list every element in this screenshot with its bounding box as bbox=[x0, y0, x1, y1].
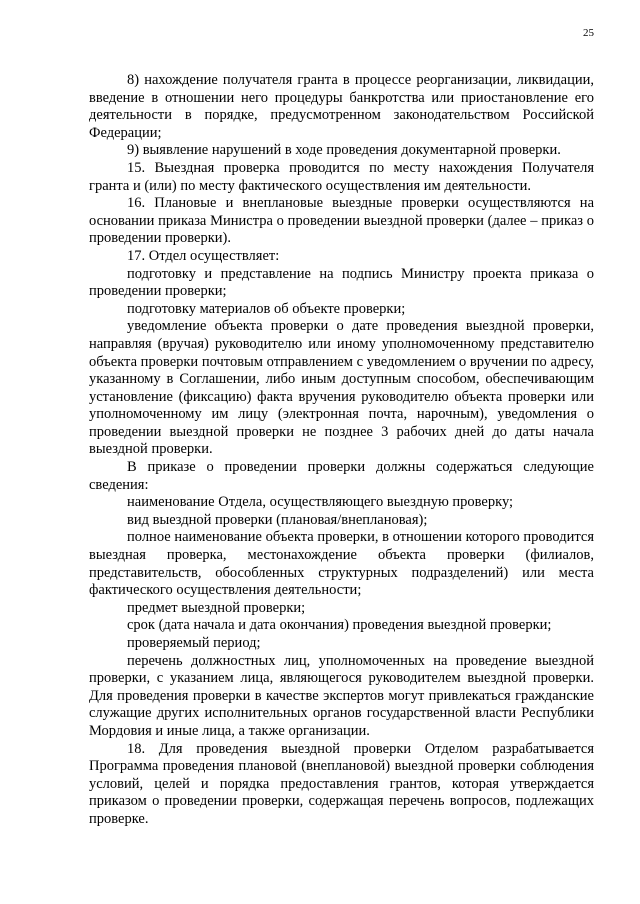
paragraph: подготовку и представление на подпись Министру проекта приказа о проведении проверки; bbox=[89, 265, 594, 300]
paragraph: 9) выявление нарушений в ходе проведения документарной проверки. bbox=[127, 142, 561, 159]
paragraph: уведомление объекта проверки о дате проведения выездной проверки, направляя (вручая) руководителю или иному уполномоченному представителю объекта проверки почтовым отправлением с уведомлением о вручении по адресу, указанному в Соглашении, либо иным доступным способом, обеспечивающим установление (фиксацию) факта вручения руководителю объекта проверки или уполномоченному им лицу (электронная почта, нарочным), уведомления о проведении выездной проверки не позднее 3 рабочих дней до даты начала выездной проверки. bbox=[89, 318, 594, 458]
paragraph: наименование Отдела, осуществляющего выездную проверку; bbox=[127, 494, 514, 511]
paragraph: срок (дата начала и дата окончания) проведения выездной проверки; bbox=[127, 617, 552, 634]
document-body bbox=[89, 72, 594, 829]
paragraph: 16. Плановые и внеплановые выездные проверки осуществляются на основании приказа Министра о проведении выездной проверки (далее – приказ о проведении проверки). bbox=[89, 195, 594, 247]
paragraph: полное наименование объекта проверки, в отношении которого проводится выездная проверка, местонахождение объекта проверки (филиалов, представительств, обособленных структурных подразделений) или места фактического осуществления деятельности; bbox=[89, 529, 594, 599]
paragraph: подготовку материалов об объекте проверки; bbox=[127, 300, 406, 317]
paragraph: проверяемый период; bbox=[127, 635, 261, 651]
paragraph: 15. Выездная проверка проводится по месту нахождения Получателя гранта и (или) по месту фактического осуществления им деятельности. bbox=[89, 159, 594, 194]
paragraph: 8) нахождение получателя гранта в процессе реорганизации, ликвидации, введение в отношении него процедуры банкротства или приостановление его деятельности в порядке, предусмотренном законодательством Российской Федерации; bbox=[89, 72, 594, 141]
paragraph: 17. Отдел осуществляет: bbox=[127, 247, 280, 264]
paragraph: вид выездной проверки (плановая/внеплановая); bbox=[127, 511, 428, 528]
paragraph: перечень должностных лиц, уполномоченных на проведение выездной проверки, с указанием лица, являющегося руководителем выездной проверки. Для проведения проверки в качестве экспертов могут привлекаться гражданские служащие других исполнительных органов государственной власти Республики Мордовия и иные лица, а также организации. bbox=[89, 652, 594, 739]
paragraph: 18. Для проведения выездной проверки Отделом разрабатывается Программа проведения плановой (внеплановой) выездной проверки соблюдения условий, целей и порядка предоставления грантов, которая утверждается приказом о проведении проверки, содержащая перечень вопросов, подлежащих проверке. bbox=[89, 740, 594, 827]
paragraph: предмет выездной проверки; bbox=[127, 599, 306, 616]
paragraph: В приказе о проведении проверки должны содержаться следующие сведения: bbox=[89, 459, 594, 493]
page-number: 25 bbox=[583, 27, 594, 39]
